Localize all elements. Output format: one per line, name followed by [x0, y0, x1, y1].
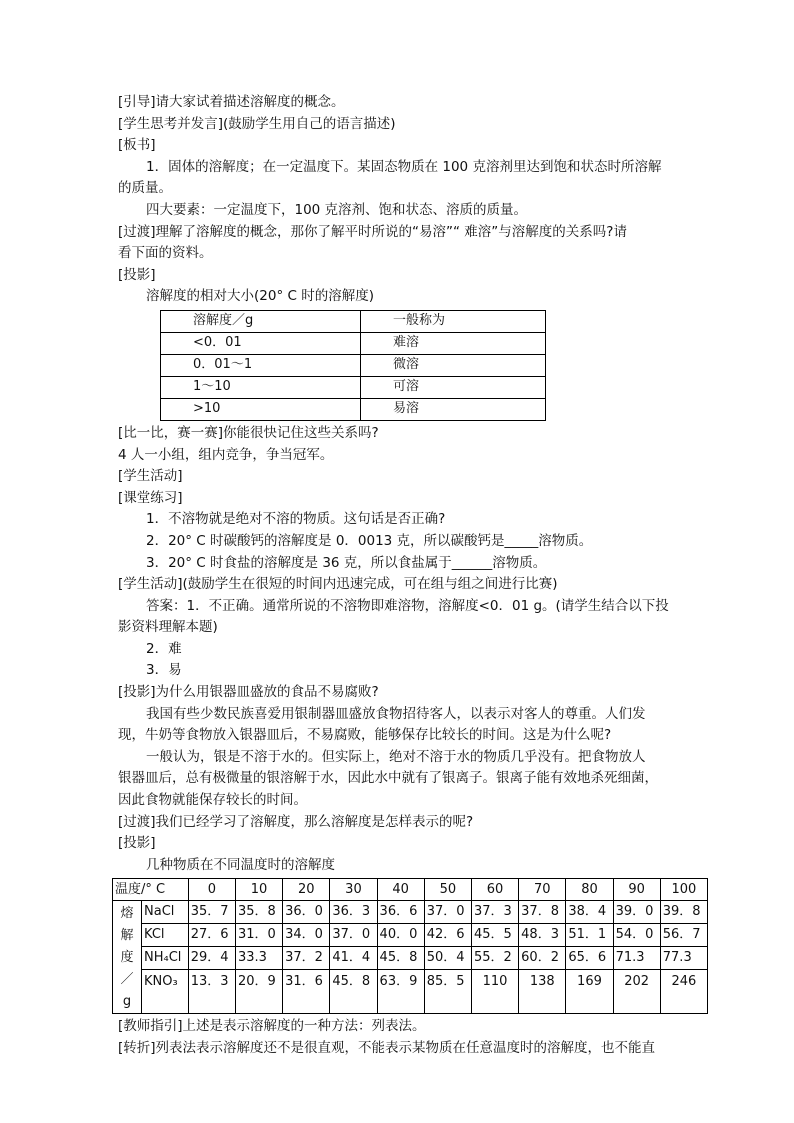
text-block-exercises: [118, 423, 708, 876]
solubility-value: 39．0: [613, 900, 660, 923]
solubility-value: 37．2: [283, 946, 330, 969]
solubility-value: 38．4: [566, 900, 613, 923]
temperature-header: 30: [330, 879, 377, 901]
text-block-conclusion: [118, 1016, 708, 1059]
temperature-header: 80: [566, 879, 613, 901]
temperature-header: 90: [613, 879, 660, 901]
solubility-value: 29．4: [188, 946, 235, 969]
table-cell: 难溶: [361, 332, 546, 354]
solubility-value: 54．0: [613, 923, 660, 946]
solubility-value: 39．8: [660, 900, 707, 923]
solubility-classification-table: [160, 310, 546, 421]
table-row: [161, 376, 546, 398]
solubility-value: 48．3: [519, 923, 566, 946]
solubility-value: 35．7: [188, 900, 235, 923]
text-line: 因此食物就能保存较长的时间。: [118, 792, 307, 809]
solubility-value: 50．4: [424, 946, 471, 969]
corner-header: 温度/° C: [113, 879, 189, 901]
text-line: [学生思考并发言](鼓励学生用自己的语言描述): [118, 115, 396, 132]
substance-name: KNO₃: [142, 969, 189, 1013]
solubility-value: 51．1: [566, 923, 613, 946]
solubility-value: 35．8: [235, 900, 282, 923]
table-cell: 0．01～1: [161, 354, 361, 376]
substance-name: KCl: [142, 923, 189, 946]
solubility-value: 85．5: [424, 969, 471, 1013]
temperature-header: 50: [424, 879, 471, 901]
solubility-value: 37．3: [471, 900, 518, 923]
solubility-value: 45．5: [471, 923, 518, 946]
substance-name: NaCl: [142, 900, 189, 923]
solubility-value: 20．9: [235, 969, 282, 1013]
solubility-value: 71.3: [613, 946, 660, 969]
solubility-side-label: [113, 900, 142, 1013]
text-line: [比一比，赛一赛]你能很快记住这些关系吗?: [118, 424, 379, 441]
solubility-value: 55．2: [471, 946, 518, 969]
solubility-value: 33.3: [235, 946, 282, 969]
solubility-value: 60．2: [519, 946, 566, 969]
solubility-value: 45．8: [330, 969, 377, 1013]
text-line: 3．易: [146, 662, 182, 679]
solubility-value: 34．0: [283, 923, 330, 946]
table-cell: >10: [161, 398, 361, 420]
table-header-row: [161, 310, 546, 332]
temperature-header: 70: [519, 879, 566, 901]
solubility-value: 42．6: [424, 923, 471, 946]
temperature-header: 100: [660, 879, 707, 901]
text-line: [投影]: [118, 266, 156, 283]
text-line: 1．固体的溶解度；在一定温度下。某固态物质在 100 克溶剂里达到饱和状态时所溶解: [146, 158, 662, 175]
solubility-value: 37．0: [424, 900, 471, 923]
text-line: [引导]请大家试着描述溶解度的概念。: [118, 94, 345, 110]
solubility-value: 63．9: [377, 969, 424, 1013]
solubility-value: 138: [519, 969, 566, 1013]
solubility-value: 41．4: [330, 946, 377, 969]
table-row: [161, 398, 546, 420]
solubility-value: 36．0: [283, 900, 330, 923]
solubility-value: 65．6: [566, 946, 613, 969]
solubility-value: 40．0: [377, 923, 424, 946]
table-row: [161, 332, 546, 354]
text-line: 2．难: [146, 640, 182, 657]
text-line: [过渡]我们已经学习了溶解度，那么溶解度是怎样表示的呢?: [118, 813, 474, 830]
solubility-temperature-table: [112, 878, 708, 1014]
text-line: 几种物质在不同温度时的溶解度: [146, 856, 335, 873]
solubility-value: 169: [566, 969, 613, 1013]
temperature-header: 10: [235, 879, 282, 901]
text-line: 现，牛奶等食物放入银器皿后，不易腐败，能够保存比较长的时间。这是为什么呢?: [118, 727, 612, 744]
text-line: [投影]: [118, 835, 156, 852]
solubility-value: 110: [471, 969, 518, 1013]
table-row: [113, 923, 708, 946]
solubility-value: 36．3: [330, 900, 377, 923]
solubility-value: 31．0: [235, 923, 282, 946]
solubility-value: 37．8: [519, 900, 566, 923]
column-header: 溶解度／g: [161, 310, 361, 332]
text-line: 1．不溶物就是绝对不溶的物质。这句话是否正确?: [146, 511, 446, 528]
text-line: [教师指引]上述是表示溶解度的一种方法：列表法。: [118, 1017, 426, 1034]
text-line: [转折]列表法表示溶解度还不是很直观，不能表示某物质在任意温度时的溶解度，也不能直: [118, 1039, 656, 1056]
text-line: 看下面的资料。: [118, 245, 213, 262]
text-block-intro: [118, 92, 708, 308]
temperature-header: 0: [188, 879, 235, 901]
text-line: 银器皿后，总有极微量的银溶解于水，因此水中就有了银离子。银离子能有效地杀死细菌，: [118, 770, 658, 787]
solubility-value: 27．6: [188, 923, 235, 946]
text-line: 3．20° C 时食盐的溶解度是 36 克，所以食盐属于______溶物质。: [146, 554, 547, 571]
table-cell: 微溶: [361, 354, 546, 376]
text-line: 的质量。: [118, 180, 172, 197]
table-row: [113, 900, 708, 923]
text-line: 四大要素：一定温度下，100 克溶剂、饱和状态、溶质的质量。: [146, 201, 528, 218]
text-line: [板书]: [118, 137, 156, 154]
table-row: [113, 946, 708, 969]
text-line: [课堂练习]: [118, 489, 183, 506]
table-cell: 1～10: [161, 376, 361, 398]
text-line: 4 人一小组，组内竞争，争当冠军。: [118, 446, 334, 463]
temperature-header: 40: [377, 879, 424, 901]
solubility-value: 36．6: [377, 900, 424, 923]
solubility-value: 13．3: [188, 969, 235, 1013]
solubility-value: 45．8: [377, 946, 424, 969]
text-line: [学生活动](鼓励学生在很短的时间内迅速完成，可在组与组之间进行比赛): [118, 576, 558, 593]
text-line: 答案：1．不正确。通常所说的不溶物即难溶物，溶解度<0．01 g。(请学生结合以下投: [146, 597, 669, 614]
text-line: 2．20° C 时碳酸钙的溶解度是 0．0013 克，所以碳酸钙是_____溶物质。: [146, 532, 593, 549]
text-line: 我国有些少数民族喜爱用银制器皿盛放食物招待客人，以表示对客人的尊重。人们发: [146, 705, 646, 722]
side-label-char: 度: [120, 949, 134, 965]
solubility-value: 31．6: [283, 969, 330, 1013]
solubility-value: 77.3: [660, 946, 707, 969]
side-label-char: g: [122, 993, 132, 1009]
solubility-value: 246: [660, 969, 707, 1013]
text-line: [投影]为什么用银器皿盛放的食品不易腐败?: [118, 684, 379, 701]
text-line: 溶解度的相对大小(20° C 时的溶解度): [146, 288, 374, 305]
table-row: [161, 354, 546, 376]
solubility-value: 202: [613, 969, 660, 1013]
solubility-value: 37．0: [330, 923, 377, 946]
text-line: [学生活动]: [118, 468, 183, 485]
side-label-char: ／: [120, 971, 134, 987]
table-row: [113, 969, 708, 1013]
text-line: [过渡]理解了溶解度的概念，那你了解平时所说的“易溶”“ 难溶”与溶解度的关系吗?请: [118, 223, 627, 240]
table-cell: <0．01: [161, 332, 361, 354]
text-line: 影资料理解本题): [118, 619, 218, 636]
temperature-header: 20: [283, 879, 330, 901]
table-cell: 可溶: [361, 376, 546, 398]
side-label-char: 解: [120, 927, 134, 943]
side-label-char: 熔: [120, 905, 134, 921]
temperature-header: 60: [471, 879, 518, 901]
document-page: [115, 92, 708, 1059]
solubility-value: 56．7: [660, 923, 707, 946]
text-line: 一般认为，银是不溶于水的。但实际上，绝对不溶于水的物质几乎没有。把食物放人: [146, 748, 646, 765]
column-header: 一般称为: [361, 310, 546, 332]
table-header-row: [113, 879, 708, 901]
table-cell: 易溶: [361, 398, 546, 420]
substance-name: NH₄Cl: [142, 946, 189, 969]
